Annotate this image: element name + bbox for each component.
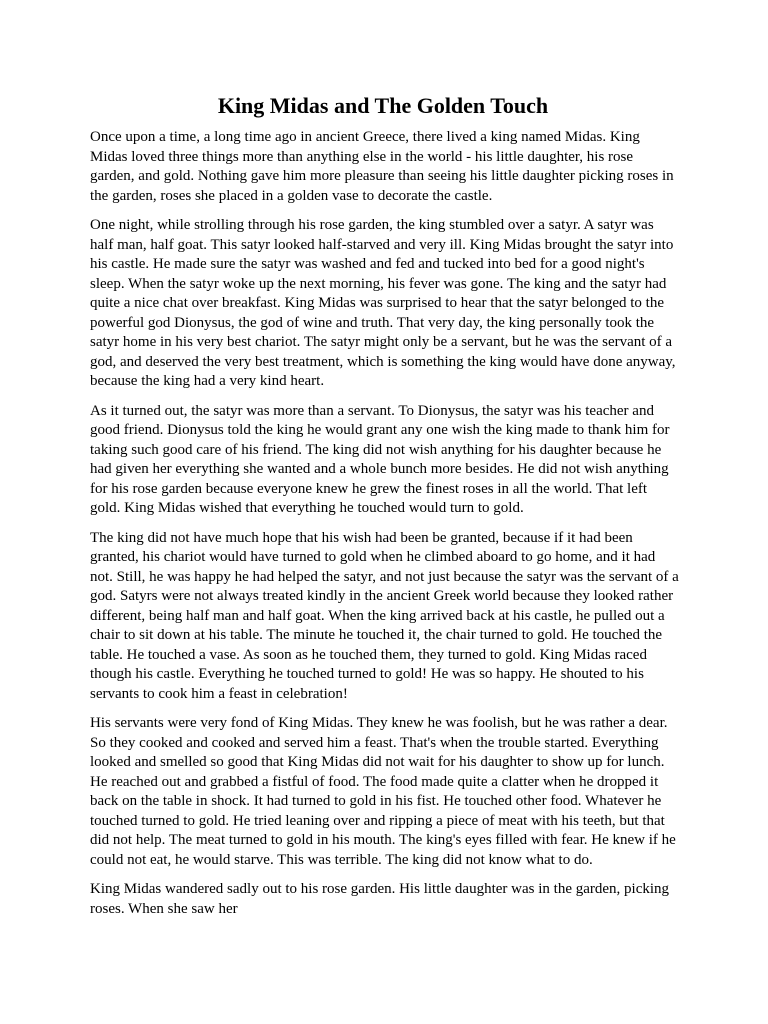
paragraph-3: As it turned out, the satyr was more than a servant. To Dionysus, the satyr was his teacher and good friend. Dionysus told the king he would grant any one wish the king made to thank him for taking such good care of his friend. The king did not wish anything for his daughter because he had given her everything she wanted and a whole bunch more besides. He did not wish anything for his rose garden because everyone knew he grew the finest roses in all the world. That left gold. King Midas wished that everything he touched would turn to gold. bbox=[90, 402, 670, 516]
document-page bbox=[90, 92, 680, 929]
paragraph-5: His servants were very fond of King Midas. They knew he was foolish, but he was rather a dear. So they cooked and cooked and served him a feast. That's when the trouble started. Everything looked and smelled so good that King Midas did not wait for his daughter to show up for lunch. He reached out and grabbed a fistful of food. The food made quite a clatter when he dropped it back on the table in shock. It had turned to gold in his fist. He touched other food. Whatever he touched turned to gold. He tried leaning over and ripping a piece of meat with his teeth, but that did not help. The meat turned to gold in his mouth. The king's eyes filled with fear. He knew if he could not eat, he would starve. This was terrible. The king did not know what to do. bbox=[90, 715, 676, 868]
paragraph-6: King Midas wandered sadly out to his rose garden. His little daughter was in the garden, picking roses. When she saw her bbox=[90, 881, 670, 917]
document-title: King Midas and The Golden Touch bbox=[217, 93, 549, 118]
paragraph-4: The king did not have much hope that his wish had been be granted, because if it had been granted, his chariot would have turned to gold when he climbed aboard to go home, and it had not. Still, he was happy he had helped the satyr, and not just because the satyr was the servant of a god. Satyrs were not always treated kindly in the ancient Greek world because they looked rather different, being half man and half goat. When the king arrived back at his castle, he pulled out a chair to sit down at his table. The minute he touched it, the chair turned to gold. He touched the table. He touched a vase. As soon as he touched them, they turned to gold. King Midas raced though his castle. Everything he touched turned to gold! He was so happy. He shouted to his servants to cook him a feast in celebration! bbox=[90, 529, 679, 702]
paragraph-1: Once upon a time, a long time ago in ancient Greece, there lived a king named Midas. King Midas loved three things more than anything else in the world - his little daughter, his rose garden, and gold. Nothing gave him more pleasure than seeing his little daughter picking roses in the garden, roses she placed in a golden vase to decorate the castle. bbox=[90, 129, 674, 204]
paragraph-2: One night, while strolling through his rose garden, the king stumbled over a satyr. A satyr was half man, half goat. This satyr looked half-starved and very ill. King Midas brought the satyr into his castle. He made sure the satyr was washed and fed and tucked into bed for a good night's sleep. When the satyr woke up the next morning, his fever was gone. The king and the satyr had quite a nice chat over breakfast. King Midas was surprised to hear that the satyr belonged to the powerful god Dionysus, the god of wine and truth. That very day, the king personally took the satyr home in his very best chariot. The satyr might only be a servant, but he was the servant of a god, and deserved the very best treatment, which is something the king would have done anyway, because the king had a very kind heart. bbox=[90, 217, 676, 389]
